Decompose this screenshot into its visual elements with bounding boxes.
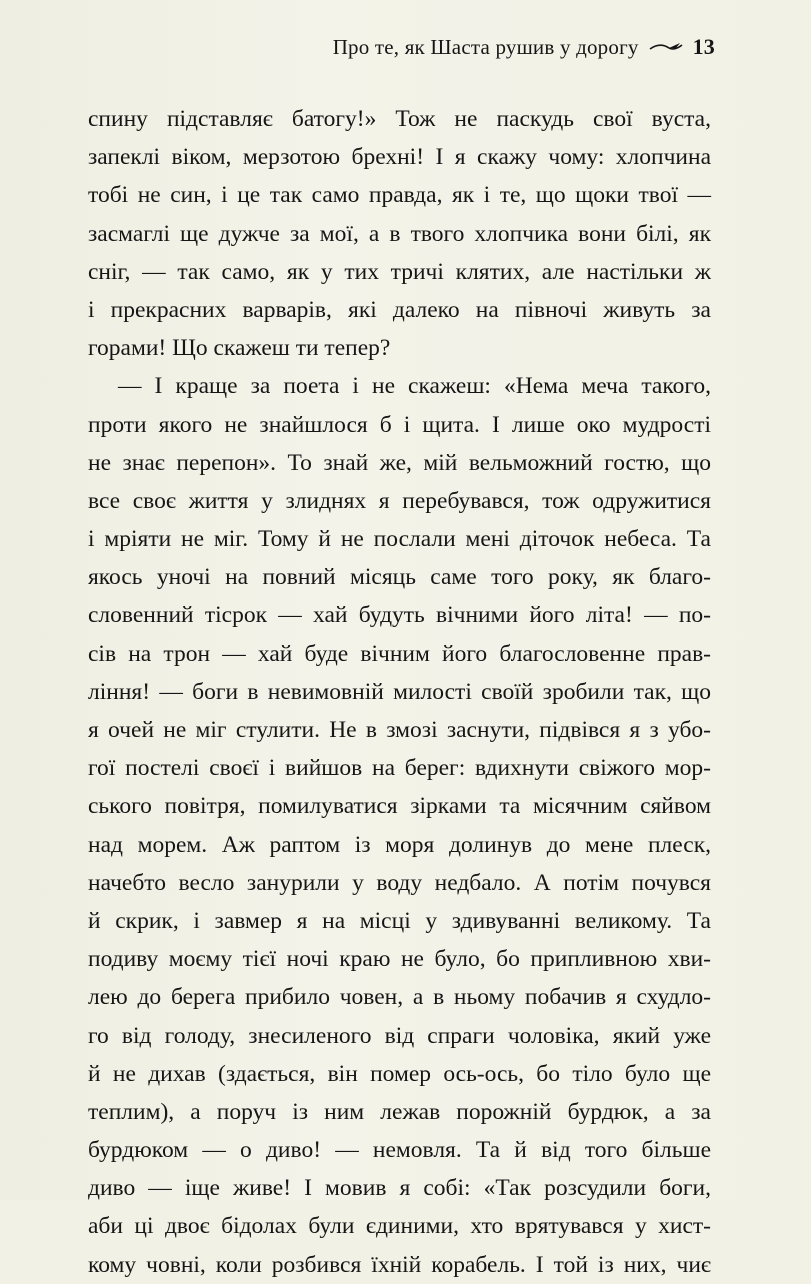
text-line: горами! Що скажеш ти тепер? <box>88 335 391 362</box>
text-line: тобі не син, і це так само правда, як і те, що щоки твої — <box>88 182 711 209</box>
ornament-flourish-icon <box>649 40 683 54</box>
running-header <box>333 34 715 60</box>
body-text <box>88 100 711 1284</box>
text-line: подиву моєму тієї ночі краю не було, бо припливною хви- <box>88 946 711 973</box>
text-line: й скрик, і завмер я на місці у здивуванні великому. Та <box>88 907 711 934</box>
text-line: сів на трон — хай буде вічним його благословенне прав- <box>88 640 711 667</box>
text-line: й не дихав (здається, він помер ось-ось, бо тіло було ще <box>88 1060 711 1087</box>
text-line: теплим), а поруч із ним лежав порожній бурдюк, а за <box>88 1098 711 1125</box>
text-line: засмаглі ще дужче за мої, а в твого хлопчика вони білі, як <box>88 220 711 247</box>
text-line: ління! — боги в невимовній милості своїй зробили так, що <box>88 678 711 705</box>
text-line: бурдюком — о диво! — немовля. Та й від того більше <box>88 1137 711 1164</box>
text-line: над морем. Аж раптом із моря долинув до мене плеск, <box>88 831 711 858</box>
page-number: 13 <box>692 34 715 59</box>
chapter-title: Про те, як Шаста рушив у дорогу <box>332 34 639 59</box>
text-line: гої постелі своєї і вийшов на берег: вдихнути свіжого мор- <box>88 755 711 782</box>
text-line: спину підставляє батогу!» Тож не паскудь свої вуста, <box>88 106 711 132</box>
text-line: проти якого не знайшлося б і щита. І лише око мудрості <box>88 411 711 438</box>
text-line: начебто весло занурили у воду недбало. А потім почувся <box>88 869 711 896</box>
text-line: і прекрасних варварів, які далеко на півночі живуть за <box>88 296 711 323</box>
text-line: сніг, — так само, як у тих тричі клятих, але настільки ж <box>88 258 711 285</box>
text-line: все своє життя у злиднях я перебувався, тож одружитися <box>88 487 711 514</box>
text-line: ського повітря, помилуватися зірками та місячним сяйвом <box>88 793 711 820</box>
text-line: не знає перепон». То знай же, мій вельможний гостю, що <box>88 449 711 476</box>
text-line: — І краще за поета і не скажеш: «Нема меча такого, <box>118 373 711 400</box>
text-line: аби ці двоє бідолах були єдиними, хто врятувався у хист- <box>88 1213 711 1240</box>
text-line: я очей не міг стулити. Не в змозі заснути, підвівся я з убо- <box>88 717 711 743</box>
text-line: якось уночі на повний місяць саме того року, як благо- <box>88 564 711 591</box>
text-line: запеклі віком, мерзотою брехні! І я скажу чому: хлопчина <box>88 144 711 171</box>
text-line: го від голоду, знесиленого від спраги чоловіка, який уже <box>88 1022 711 1049</box>
text-line: лею до берега прибило човен, а в ньому побачив я схудло- <box>88 984 711 1011</box>
text-line: диво — іще живе! І мовив я собі: «Так розсудили боги, <box>88 1175 711 1202</box>
text-line: кому човні, коли розбився їхній корабель. І той із них, чиє <box>88 1251 711 1278</box>
text-line: словенний тісрок — хай будуть вічними його літа! — по- <box>88 602 711 629</box>
text-line: і мріяти не міг. Тому й не послали мені діточок небеса. Та <box>88 526 711 553</box>
